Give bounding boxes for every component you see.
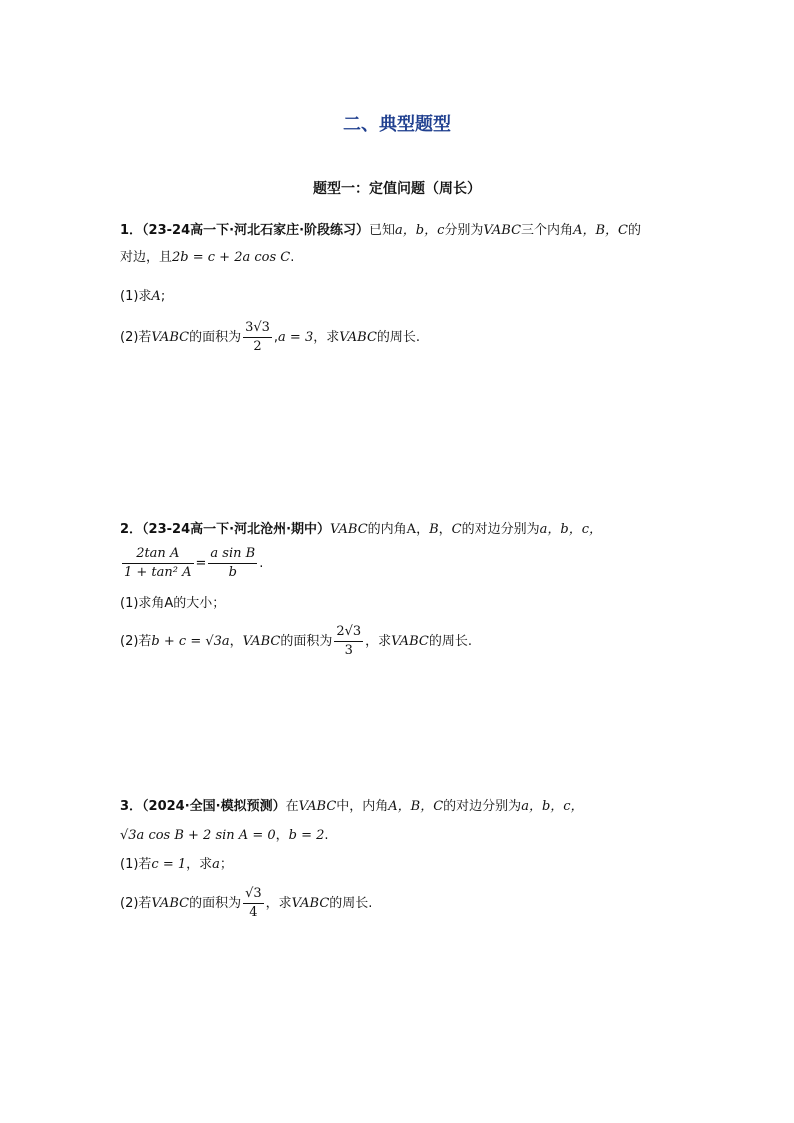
fraction-numerator: 2√3 bbox=[334, 624, 363, 642]
q2-triangle: VABC bbox=[330, 522, 368, 537]
q1-text: 对边，且 bbox=[120, 250, 173, 265]
q2-text: ， bbox=[416, 522, 430, 537]
q1-number: 1． bbox=[120, 223, 143, 238]
q1-part1-label: (1)求 bbox=[120, 289, 152, 304]
q1-triangle: VABC bbox=[339, 330, 377, 345]
q2-triangle: VABC bbox=[391, 634, 429, 649]
q2-equals: = bbox=[195, 556, 207, 571]
q2-text: 的面积为 bbox=[280, 634, 333, 649]
q3-stem-line1 bbox=[120, 797, 584, 817]
q3-source: （2024·全国·模拟预测） bbox=[142, 799, 286, 814]
q1-text: 的周长. bbox=[376, 330, 421, 345]
q1-text: 三个内角 bbox=[521, 223, 574, 238]
q2-text: . bbox=[259, 556, 264, 571]
q1-part1-var: A bbox=[151, 289, 161, 304]
q2-angle: B bbox=[429, 522, 439, 537]
q2-text: ， bbox=[229, 634, 243, 649]
q2-condition: b + c = √3a bbox=[151, 634, 230, 649]
question-type-title: 题型一：定值问题（周长） bbox=[313, 181, 481, 197]
q3-text: 中，内角 bbox=[336, 799, 389, 814]
q3-condition: c = 1 bbox=[151, 857, 187, 872]
q1-text: 已知 bbox=[369, 223, 396, 238]
q1-condition: a = 3 bbox=[278, 330, 314, 345]
q1-angles: A，B，C bbox=[573, 223, 628, 238]
q2-fraction-left bbox=[122, 546, 194, 581]
fraction-numerator: 2tan A bbox=[122, 546, 194, 564]
q1-text: , bbox=[273, 330, 279, 345]
q3-triangle: VABC bbox=[151, 896, 190, 911]
q1-stem-line2 bbox=[120, 248, 294, 268]
fraction-numerator: a sin B bbox=[208, 546, 257, 564]
q3-condition: b = 2 bbox=[288, 828, 325, 843]
q3-text: 的面积为 bbox=[189, 896, 242, 911]
q2-part-2 bbox=[120, 624, 472, 659]
q2-text: (2)若 bbox=[120, 634, 152, 649]
q2-triangle: VABC bbox=[242, 634, 281, 649]
q3-text: 的对边分别为 bbox=[443, 799, 522, 814]
q3-number: 3． bbox=[120, 799, 143, 814]
q3-text: 在 bbox=[285, 799, 299, 814]
fraction-denominator: 3 bbox=[344, 643, 353, 658]
q2-part1-label: (1)求角A的大小； bbox=[120, 596, 226, 611]
q1-triangle: VABC bbox=[483, 223, 522, 238]
fraction-numerator: 3√3 bbox=[243, 320, 272, 338]
q3-angles: A，B，C bbox=[388, 799, 444, 814]
q2-fraction-right bbox=[208, 546, 257, 581]
q1-text: (2)若 bbox=[120, 330, 152, 345]
q1-part-1 bbox=[120, 287, 165, 307]
q3-equation: √3a cos B + 2 sin A = 0 bbox=[120, 828, 276, 843]
q3-text: (1)若 bbox=[120, 857, 152, 872]
q1-vars: a，b，c bbox=[395, 223, 445, 238]
q3-text: ，求 bbox=[265, 896, 292, 911]
section-title: 二、典型题型 bbox=[343, 114, 451, 135]
q1-source: （23-24高一下·河北石家庄·阶段练习） bbox=[142, 223, 370, 238]
q1-text: 的 bbox=[627, 223, 641, 238]
q2-vars: a，b，c， bbox=[539, 522, 602, 537]
fraction-denominator: 2 bbox=[253, 339, 262, 354]
q1-text: . bbox=[290, 250, 295, 265]
q3-part-2 bbox=[120, 886, 372, 921]
q3-text: 的周长. bbox=[329, 896, 373, 911]
q3-area-fraction bbox=[243, 886, 264, 921]
q3-text: (2)若 bbox=[120, 896, 152, 911]
q1-area-fraction bbox=[243, 320, 272, 355]
q1-text: ; bbox=[160, 289, 166, 304]
q1-part-2 bbox=[120, 320, 420, 355]
q3-part1-var: a bbox=[212, 857, 220, 872]
q3-triangle: VABC bbox=[298, 799, 337, 814]
q1-stem-line1 bbox=[120, 221, 641, 241]
q2-part-1 bbox=[120, 594, 225, 614]
q2-text: ，求 bbox=[365, 634, 392, 649]
q3-text: ， bbox=[275, 828, 289, 843]
fraction-denominator: 1 + tan² A bbox=[124, 565, 192, 580]
q2-stem-line1 bbox=[120, 520, 602, 540]
q1-equation: 2b = c + 2a cos C bbox=[172, 250, 291, 265]
fraction-denominator: 4 bbox=[249, 905, 258, 920]
q2-text: 的内角 bbox=[367, 522, 407, 537]
q3-triangle: VABC bbox=[291, 896, 330, 911]
q3-vars: a，b，c， bbox=[521, 799, 584, 814]
q2-text: 的对边分别为 bbox=[461, 522, 540, 537]
q2-area-fraction bbox=[334, 624, 363, 659]
q2-angle: C bbox=[451, 522, 462, 537]
q3-stem-line2 bbox=[120, 826, 329, 846]
q1-text: 的面积为 bbox=[189, 330, 242, 345]
q3-text: . bbox=[324, 828, 329, 843]
q2-angle: A bbox=[406, 522, 417, 537]
q3-part-1 bbox=[120, 855, 233, 875]
fraction-denominator: b bbox=[228, 565, 237, 580]
q1-triangle: VABC bbox=[151, 330, 190, 345]
q2-equation-line bbox=[120, 546, 263, 581]
q2-number: 2． bbox=[120, 522, 143, 537]
q2-source: （23-24高一下·河北沧州·期中） bbox=[142, 522, 331, 537]
q3-text: ，求 bbox=[186, 857, 213, 872]
q2-text: 的周长. bbox=[428, 634, 472, 649]
q3-text: ； bbox=[219, 857, 233, 872]
q2-text: ， bbox=[438, 522, 452, 537]
q1-text: ，求 bbox=[313, 330, 340, 345]
fraction-numerator: √3 bbox=[243, 886, 264, 904]
q1-text: 分别为 bbox=[444, 223, 484, 238]
